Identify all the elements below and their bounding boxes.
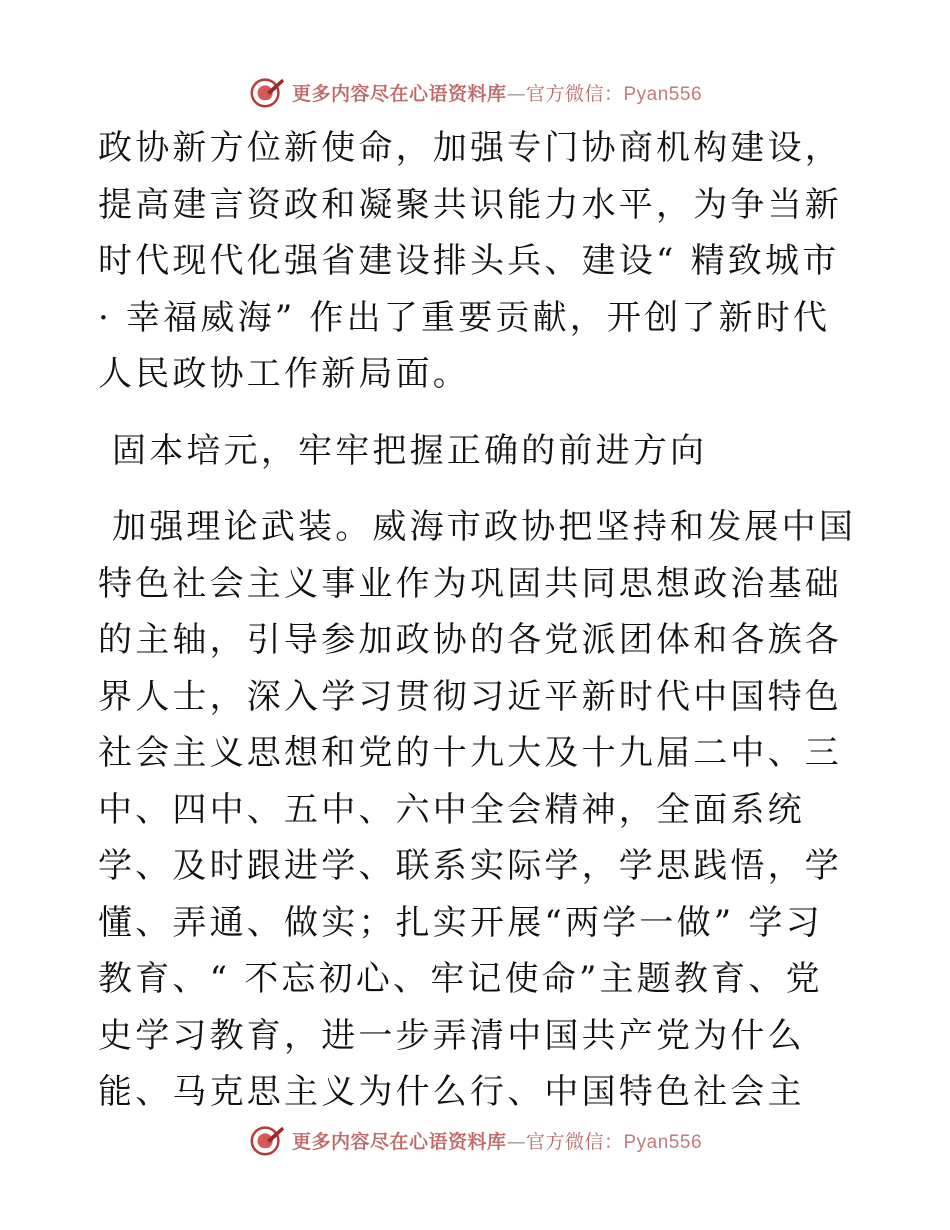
banner-title: 更多内容尽在心语资料库: [291, 1130, 507, 1153]
pen-logo-icon: [248, 73, 286, 111]
banner-separator: —: [506, 1130, 526, 1153]
banner-text: [292, 1127, 702, 1154]
header-banner: [0, 70, 950, 114]
banner-text: [292, 79, 702, 106]
section-heading: 固本培元，牢牢把握正确的前进方向: [98, 430, 708, 471]
document-body: [98, 120, 858, 1121]
banner-title: 更多内容尽在心语资料库: [291, 82, 507, 105]
body-paragraph-2: 加强理论武装。威海市政协把坚持和发展中国特色社会主义事业作为巩固共同思想政治基础的主轴，引导参加政协的各党派团体和各族各界人士，深入学习贯彻习近平新时代中国特色社会主义思想和党的十九大及十九届二中、三中、四中、五中、六中全会精神，全面系统学、及时跟进学、联系实际学，学思践悟，学懂、弄通、做实；扎实开展“两学一做” 学习教育、“ 不忘初心、牢记使命”主题教育、党史学习教育，进一步弄清中国共产党为什么能、马克思主义为什么行、中国特色社会主: [98, 507, 857, 1112]
banner-wechat-label: 官方微信：: [525, 1130, 624, 1153]
banner-wechat-id: Pyan556: [623, 1131, 703, 1153]
banner-wechat-id: Pyan556: [623, 83, 703, 105]
footer-banner: [0, 1118, 950, 1162]
pen-logo-icon: [248, 1121, 286, 1159]
banner-separator: —: [506, 82, 526, 105]
body-paragraph-1: 政协新方位新使命，加强专门协商机构建设，提高建言资政和凝聚共识能力水平，为争当新时代现代化强省建设排头兵、建设“ 精致城市 · 幸福威海” 作出了重要贡献，开创了新时代人民政协工作新局面。: [98, 128, 854, 394]
banner-wechat-label: 官方微信：: [525, 82, 624, 105]
